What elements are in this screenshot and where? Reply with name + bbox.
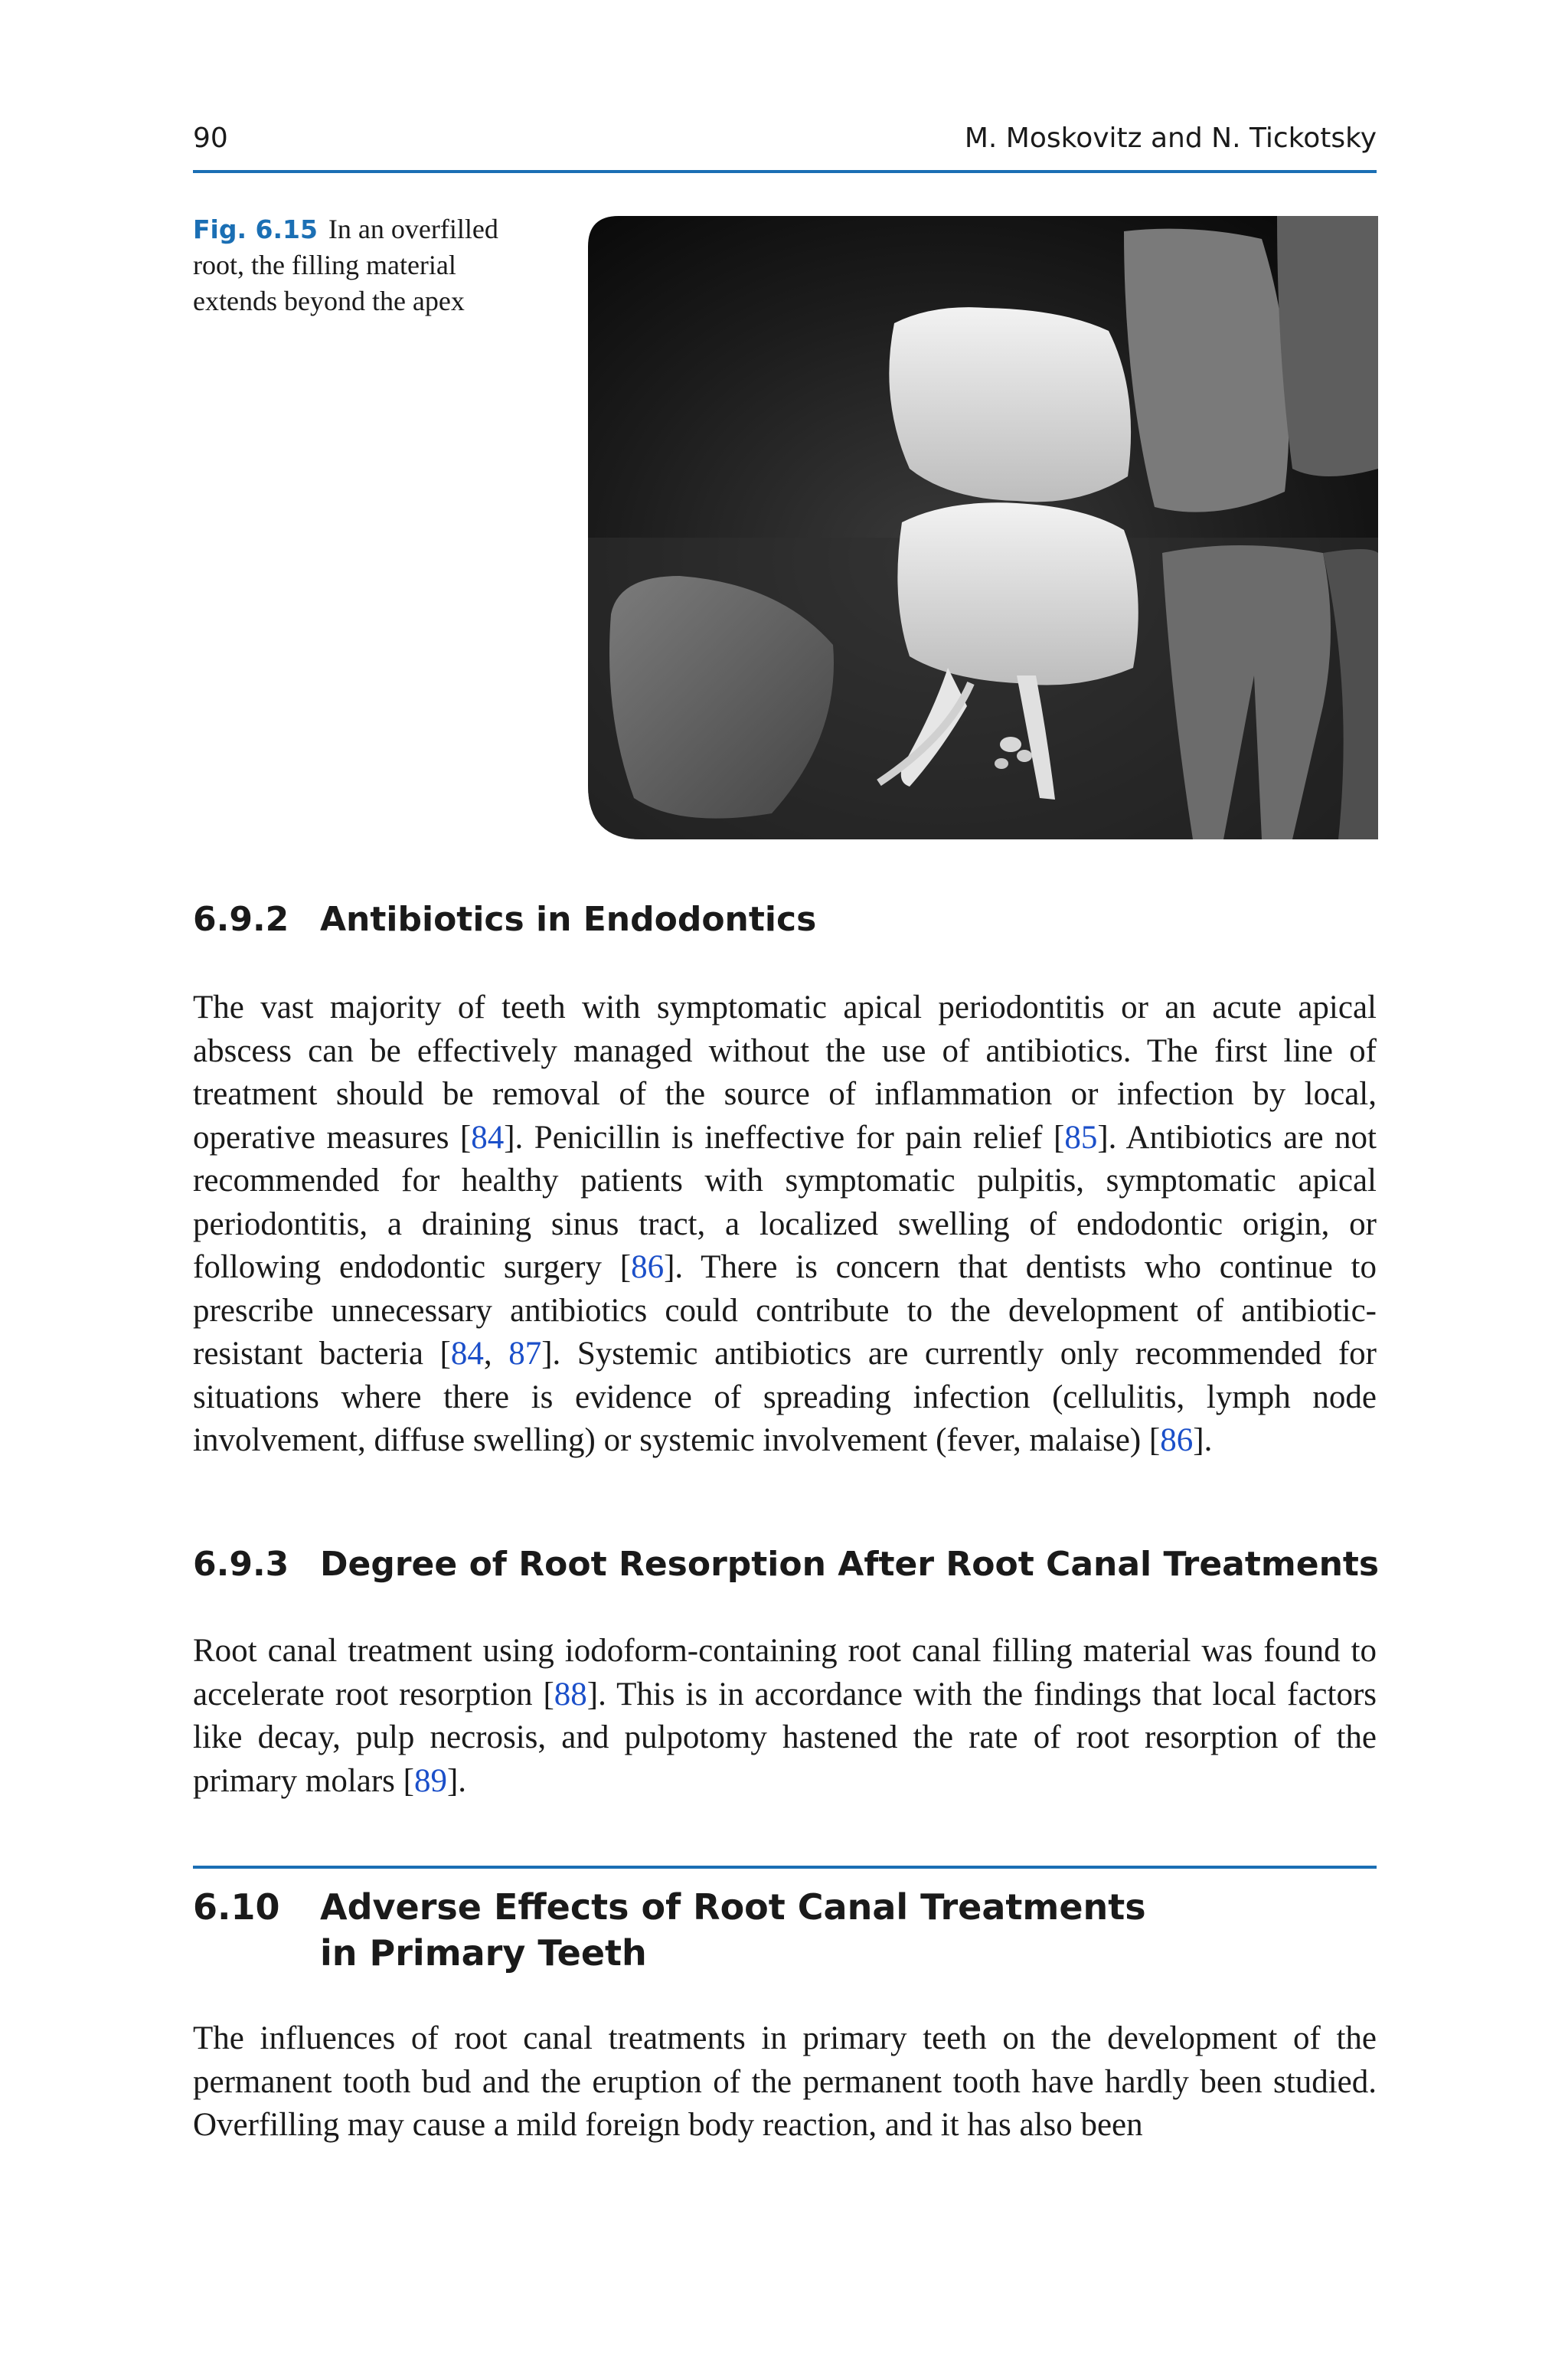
paragraph-adverse-effects: The influences of root canal treatments in primary teeth on the development of the permanent tooth bud and the eruption of the permanent tooth have hardly been studied. Overfilling may cause a mild foreign body reaction, and it has also been bbox=[193, 2020, 1377, 2143]
section-title: Degree of Root Resorption After Root Canal Treatments bbox=[320, 1545, 1380, 1584]
header-rule bbox=[193, 170, 1377, 173]
figure-caption-text: In an overfilled root, the filling material extends beyond the apex bbox=[193, 214, 498, 316]
section-heading-6-9-2 bbox=[193, 898, 816, 942]
running-head-authors: M. Moskovitz and N. Tickotsky bbox=[964, 123, 1377, 154]
citation-link[interactable]: 87 bbox=[508, 1336, 542, 1372]
text-run: ]. Antibiotics are not recommended for healthy patients with symptomatic pulpitis, symptomatic apical periodontitis, a draining sinus tract, a localized swelling of endodontic origin, or following endodontic surgery [ bbox=[193, 1119, 1377, 1285]
xray-figure bbox=[588, 216, 1378, 839]
section-title-line: Adverse Effects of Root Canal Treatments bbox=[320, 1886, 1146, 1928]
section-title: Antibiotics in Endodontics bbox=[320, 900, 817, 939]
citation-link[interactable]: 84 bbox=[450, 1336, 484, 1372]
section-title-line: in Primary Teeth bbox=[320, 1932, 647, 1974]
paragraph-root-resorption bbox=[193, 1630, 1377, 1803]
section-number: 6.9.2 bbox=[193, 900, 289, 939]
section-title bbox=[320, 1884, 1239, 1976]
text-run: ]. bbox=[1193, 1422, 1213, 1458]
text-run: Root canal treatment using iodoform-containing root canal filling material was found to accelerate root resorption [ bbox=[193, 1633, 1377, 1712]
section-number: 6.10 bbox=[193, 1886, 280, 1928]
section-heading-6-9-3 bbox=[193, 1542, 1379, 1587]
citation-link[interactable]: 88 bbox=[554, 1676, 587, 1712]
section-rule bbox=[193, 1866, 1377, 1869]
text-run: ]. bbox=[446, 1762, 467, 1799]
figure-label: Fig. 6.15 bbox=[193, 214, 318, 244]
page-number: 90 bbox=[193, 123, 228, 154]
citation-link[interactable]: 89 bbox=[413, 1762, 447, 1799]
text-run: ]. Penicillin is ineffective for pain relief [ bbox=[504, 1119, 1065, 1156]
text-run: , bbox=[483, 1336, 509, 1372]
section-number: 6.9.3 bbox=[193, 1545, 289, 1584]
running-head bbox=[193, 123, 1377, 159]
text-run: ]. Systemic antibiotics are currently only recommended for situations where there is evidence of spreading infection (cellulitis, lymph node involvement, diffuse swelling) or systemic involvement (fever, malaise) [ bbox=[193, 1336, 1377, 1458]
text-run: The vast majority of teeth with symptomatic apical periodontitis or an acute apical abscess can be effectively managed without the use of antibiotics. The first line of treatment should be removal of the source of inflammation or infection by local, operative measures [ bbox=[193, 989, 1377, 1156]
citation-link[interactable]: 86 bbox=[631, 1249, 665, 1285]
text-run: ]. There is concern that dentists who continue to prescribe unnecessary antibiotics could contribute to the development of antibiotic-resistant bacteria [ bbox=[193, 1249, 1377, 1372]
citation-link[interactable]: 85 bbox=[1064, 1119, 1098, 1156]
xray-image bbox=[588, 216, 1378, 839]
citation-link[interactable]: 86 bbox=[1160, 1422, 1194, 1458]
text-run: ]. This is in accordance with the findings that local factors like decay, pulp necrosis, and pulpotomy hastened the rate of root resorption of the primary molars [ bbox=[193, 1676, 1377, 1799]
paragraph-antibiotics bbox=[193, 986, 1377, 1463]
citation-link[interactable]: 84 bbox=[471, 1119, 505, 1156]
figure-caption bbox=[193, 211, 530, 319]
